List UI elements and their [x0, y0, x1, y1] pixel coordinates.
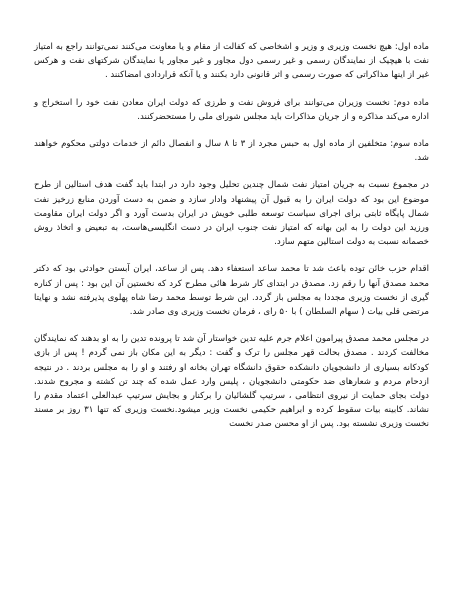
paragraph-mosaddegh-parliament: در مجلس محمد مصدق پیرامون اعلام جرم علیه تدین خواستار آن شد تا پرونده تدین را به او بدهند که نمایندگان مخالفت کردند . مصدق بحالت قهر مجلس را ترک و گفت : دیگر به این مکان باز نمی گردم ! پس از بازی کودکانه بسیاری از دانشجویان دانشکده حقوق دانشگاه تهران بخانه او رفتند و او را به مجلس بردند . در نتیجه ازدحام مردم و شعارهای ضد حکومتی دانشجویان ، پلیس وارد عمل شده که چند تن کشته و مجروح شدند. دولت بجای حمایت از نیروی انتظامی ، سرتیپ گلشائیان را برکنار و بجایش سرتیپ عبدالعلی اعتماد مقدم را نشاند. کابینه بیات سقوط کرده و ابراهیم حکیمی نخست وزیر میشود.نخست وزیری که تنها ۳۱ روز بر مسند نخست وزیری نشسته بود. پس از او محسن صدر نخست — [34, 334, 430, 430]
paragraph-article-three: ماده سوم: متخلفین از ماده اول به حبس مجرد از ۳ تا ۸ سال و انفصال دائم از خدمات دولتی محکوم خواهند شد. — [34, 139, 429, 164]
paragraph-saed-resignation: اقدام حزب خائن توده باعث شد تا محمد ساعد استعفاء دهد. پس از ساعد، ایران آبستن حوادثی بود که دکتر محمد مصدق آنها را رقم زد. مصدق در ابتدای کار شرط هائی مطرح کرد که نخستین آن این بود : پس از کناره گیری از نخست وزیری مجددا به مجلس باز گردد. این شرط توسط محمد رضا شاه پهلوی پذیرفته نشد و نهایتا مرتضی قلی بیات ( سهام السلطان ) با ۵۰ رای ، فرمان نخست وزیری وی صادر شد. — [34, 264, 429, 318]
paragraph-article-two: ماده دوم: نخست وزیران می‌توانند برای فروش نفت و طرزی که دولت ایران معادن نفت خود را استخراج و اداره می‌کند مذاکره و از جریان مذاکرات باید مجلس شورای ملی را مستحضرکنند. — [34, 97, 429, 122]
paragraph-article-one: ماده اول: هیچ نخست وزیری و وزیر و اشخاصی که کفالت از مقام و یا معاونت می‌کنند نمی‌توانند راجع به امتیاز نفت با هیچیک از نمایندگان رسمی و غیر رسمی دول مجاور و غیر مجاور یا نمایندگان شرکتهای نفت و هرکس غیر از اینها مذاکراتی که صورت رسمی و اثر قانونی دارد بکنند و یا آنکه قراردادی امضاکنند . — [34, 42, 429, 81]
paragraph-north-oil-analysis: در مجموع نسبت به جریان امتیاز نفت شمال چندین تحلیل وجود دارد در ابتدا باید گفت هدف استالین از طرح موضوع این بود که دولت ایران را به قبول آن پیشنهاد وادار سازد و ضمن به دست آوردن منابع زرخیز نفت شمال پایگاه ثابتی برای اجرای سیاست توسعه طلبی خویش در ایران بدست آورد و اگر دولت ایران مقاومت ورزید این دولت را به این بهانه که امتیاز نفت جنوب ایران در دست انگلیسی‌هاست، به تبعیض و اتخاذ روش خصمانه نسبت به دولت استالین متهم سازد. — [34, 180, 429, 248]
